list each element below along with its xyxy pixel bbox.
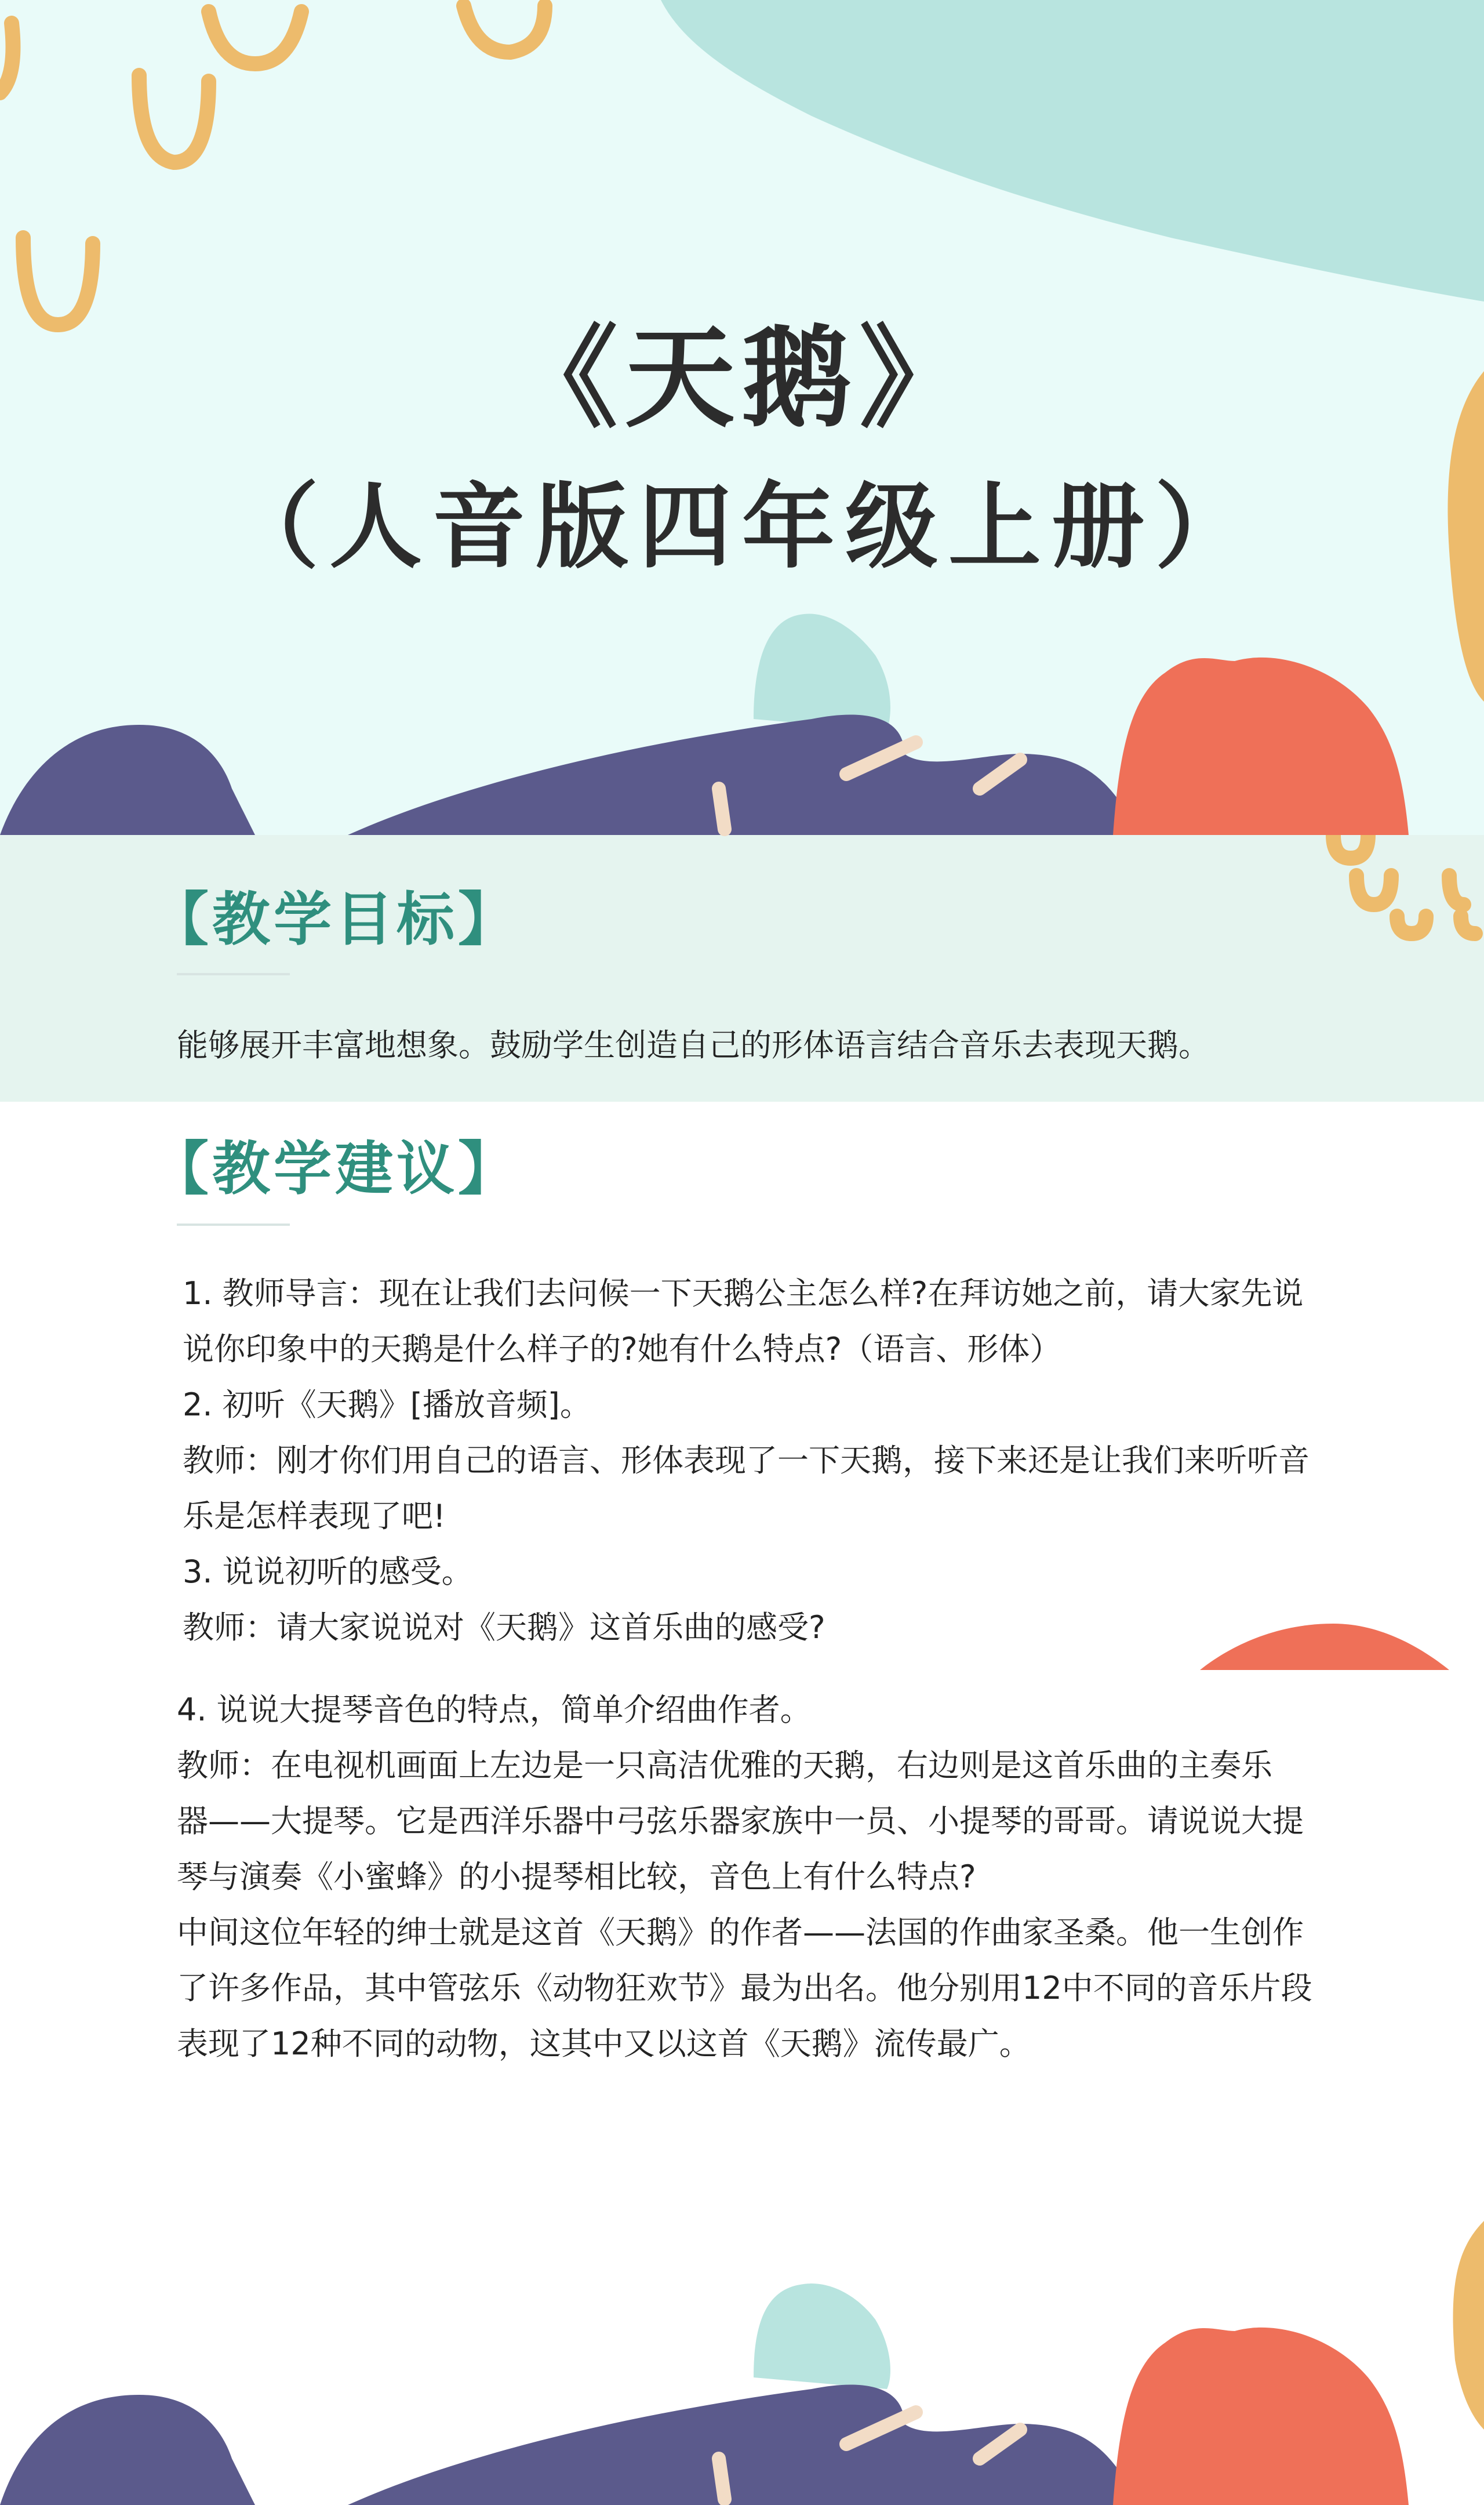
advice-line: 了许多作品，其中管弦乐《动物狂欢节》最为出名。他分别用12中不同的音乐片段 (177, 1970, 1312, 2006)
advice-line: 琴与演奏《小蜜蜂》的小提琴相比较，音色上有什么特点? (177, 1858, 976, 1895)
advice-line: 乐是怎样表现了吧! (183, 1498, 446, 1534)
advice-line: 说你印象中的天鹅是什么样子的?她有什么特点?（语言、形体） (183, 1331, 1061, 1367)
goal-heading-underline (177, 973, 290, 975)
page-title: 《天鹅》 (507, 314, 976, 442)
navy-hill-bottom-left (0, 2395, 255, 2505)
advice-line: 表现了12种不同的动物，这其中又以这首《天鹅》流传最广。 (177, 2025, 1031, 2062)
mint-cloud (754, 613, 890, 731)
advice-line: 教师：刚才你们用自己的语言、形体表现了一下天鹅，接下来还是让我们来听听音 (183, 1442, 1310, 1479)
advice-block-1 (183, 1266, 1319, 1656)
advice-line: 2. 初听《天鹅》[播放音频]。 (183, 1386, 591, 1423)
advice-heading: 【教学建议】 (151, 1135, 519, 1203)
mustard-bottom-side (1453, 2221, 1484, 2430)
advice-line: 教师：在电视机画面上左边是一只高洁优雅的天鹅，右边则是这首乐曲的主奏乐 (177, 1747, 1272, 1784)
advice-line: 教师：请大家说说对《天鹅》这首乐曲的感受? (183, 1609, 825, 1646)
advice-block-2 (177, 1682, 1313, 2072)
goal-text (177, 1018, 1313, 1073)
advice-line: 4. 说说大提琴音色的特点，简单介绍曲作者。 (177, 1691, 812, 1728)
coral-hill-bottom (1113, 2328, 1409, 2505)
advice-line: 中间这位年轻的绅士就是这首《天鹅》的作者——法国的作曲家圣桑。他一生创作 (177, 1914, 1304, 1951)
goal-heading: 【教学目标】 (151, 885, 519, 953)
page-subtitle: （人音版四年级上册） (225, 473, 1258, 581)
coral-hill (1113, 658, 1409, 835)
advice-line: 1. 教师导言：现在让我们去问候一下天鹅公主怎么样?在拜访她之前，请大家先说 (183, 1275, 1304, 1312)
advice-line: 3. 说说初听的感受。 (183, 1553, 473, 1590)
advice-heading-underline (177, 1224, 290, 1226)
mint-cloud-bottom (754, 2283, 890, 2389)
advice-line: 器——大提琴。它是西洋乐器中弓弦乐器家族中一员、小提琴的哥哥。请说说大提 (177, 1803, 1304, 1839)
navy-hill-left (0, 725, 255, 835)
goal-paragraph: 能够展开丰富地想象。鼓励学生创造自己的形体语言结合音乐去表现天鹅。 (177, 1027, 1210, 1063)
mint-brush-stroke (661, 0, 1484, 302)
